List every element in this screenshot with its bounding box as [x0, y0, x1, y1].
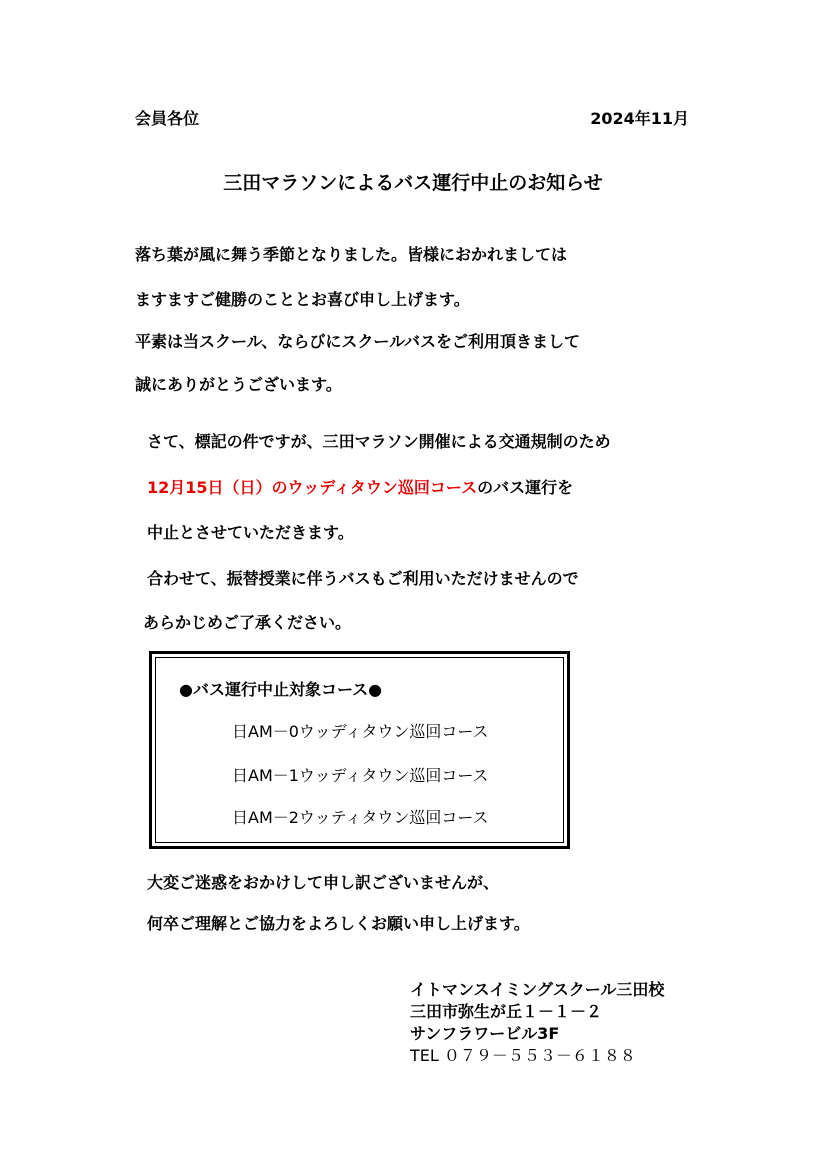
course-item: 日AM－1ウッディタウン巡回コース: [232, 766, 489, 785]
closing-line-1: 大変ご迷惑をおかけして申し訳ございませんが、: [147, 873, 500, 892]
page-title: 三田マラソンによるバス運行中止のお知らせ: [223, 172, 603, 194]
course-item: 日AM－0ウッディタウン巡回コース: [232, 722, 489, 741]
closing-line-2: 何卒ご理解とご協力をよろしくお願い申し上げます。: [147, 914, 530, 933]
notice-line-1: さて、標記の件ですが、三田マラソン開催による交通規制のため: [147, 432, 611, 451]
course-box-heading: ●バス運行中止対象コース●: [179, 680, 383, 699]
notice-line-4: 合わせて、振替授業に伴うバスもご利用いただけませんので: [147, 569, 579, 588]
notice-line-3: 中止とさせていただきます。: [147, 523, 354, 542]
signature-building: サンフラワービル3F: [410, 1024, 560, 1043]
notice-highlight: 12月15日（日）のウッディタウン巡回コース: [147, 478, 478, 497]
greeting-line-2: ますますご健勝のこととお喜び申し上げます。: [135, 290, 470, 309]
greeting-line-4: 誠にありがとうございます。: [135, 375, 342, 394]
greeting-line-3: 平素は当スクール、ならびにスクールバスをご利用頂きまして: [135, 332, 580, 351]
notice-line-5: あらかじめご了承ください。: [143, 613, 352, 632]
date: 2024年11月: [590, 109, 689, 128]
signature-address: 三田市弥生が丘１－１－２: [410, 1002, 603, 1021]
greeting-line-1: 落ち葉が風に舞う季節となりました。皆様におかれましては: [135, 245, 568, 264]
signature-tel: TEL ０７９－５５３－６１８８: [410, 1046, 636, 1065]
addressee: 会員各位: [135, 109, 200, 128]
course-box: [149, 651, 570, 849]
course-item: 日AM－2ウッティタウン巡回コース: [232, 808, 489, 827]
signature-name: イトマンスイミングスクール三田校: [410, 980, 665, 999]
notice-line-2-rest: のバス運行を: [477, 478, 574, 497]
notice-line-2: [147, 475, 573, 498]
